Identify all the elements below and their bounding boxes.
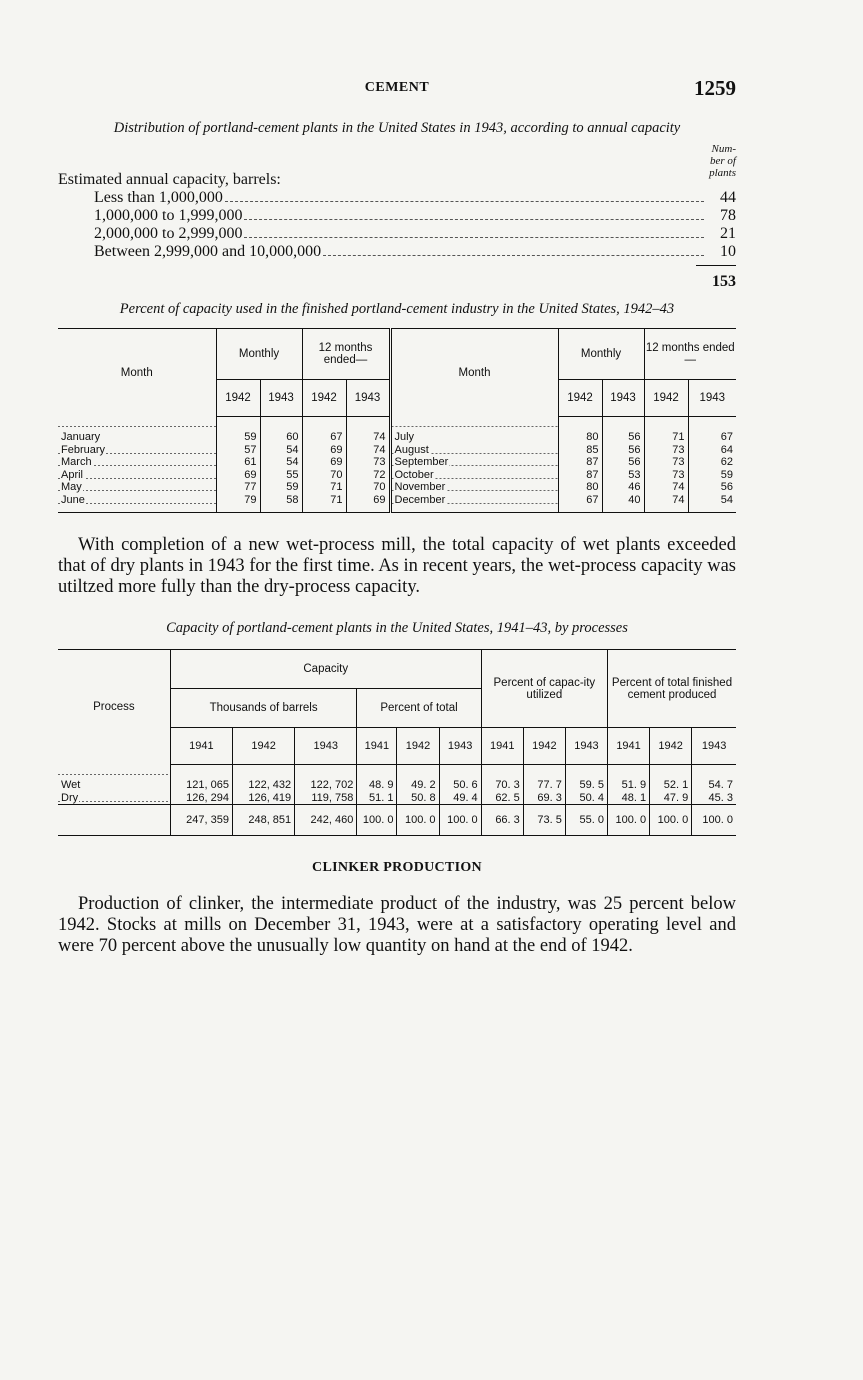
- total-row: [58, 805, 736, 836]
- total-cell: 247, 359: [170, 805, 232, 836]
- value-cell: 80: [558, 417, 602, 444]
- row-label: Between 2,999,000 and 10,000,000: [94, 243, 322, 260]
- value-cell: 70: [346, 481, 390, 494]
- value-cell: 49. 4: [439, 792, 481, 805]
- month-label: July: [394, 430, 415, 443]
- month-cell: [390, 481, 558, 494]
- value-cell: 122, 702: [295, 765, 357, 792]
- value-cell: 53: [602, 469, 644, 482]
- year-header: 1943: [688, 380, 736, 417]
- table-row: [58, 765, 736, 792]
- paragraph-clinker: Production of clinker, the intermediate product of the industry, was 25 percent below 1942. Stocks at mills on December 31, 1943, were at a satisfactory operating level and were 70 percent above the unusually low quantity on hand at the end of 1942.: [58, 894, 736, 956]
- value-cell: 73: [644, 456, 688, 469]
- year-header: 1941: [357, 728, 397, 765]
- value-cell: 74: [644, 494, 688, 513]
- pct-total-header: Percent of total: [357, 689, 481, 728]
- month-cell: [390, 469, 558, 482]
- month-header: Month: [58, 329, 216, 417]
- row-label: Less than 1,000,000: [94, 189, 223, 206]
- value-cell: 54. 7: [692, 765, 736, 792]
- year-header: 1941: [481, 728, 523, 765]
- value-cell: 51. 9: [608, 765, 650, 792]
- capacity-header: Capacity: [170, 650, 481, 689]
- value-cell: 46: [602, 481, 644, 494]
- leader-dots: [323, 255, 704, 256]
- process-cell: [58, 792, 170, 805]
- value-cell: 71: [302, 481, 346, 494]
- value-cell: 62. 5: [481, 792, 523, 805]
- value-cell: 71: [644, 417, 688, 444]
- value-cell: 50. 8: [397, 792, 439, 805]
- leader-dots: [244, 237, 704, 238]
- year-header: 1942: [302, 380, 346, 417]
- value-cell: 58: [260, 494, 302, 513]
- month-cell: [58, 469, 216, 482]
- month-header: Month: [390, 329, 558, 417]
- distribution-row: [94, 207, 736, 225]
- month-cell: [58, 456, 216, 469]
- total-cell: 248, 851: [233, 805, 295, 836]
- process-label: Dry: [61, 791, 79, 804]
- value-cell: 67: [688, 417, 736, 444]
- value-cell: 54: [260, 456, 302, 469]
- value-cell: 71: [302, 494, 346, 513]
- month-label: August: [394, 443, 429, 456]
- month-label: September: [394, 456, 449, 468]
- value-cell: 62: [688, 456, 736, 469]
- value-cell: 55: [260, 469, 302, 482]
- value-cell: 51. 1: [357, 792, 397, 805]
- year-header: 1942: [523, 728, 565, 765]
- total-cell: 100. 0: [650, 805, 692, 836]
- row-value: 44: [720, 189, 736, 206]
- value-cell: 54: [260, 444, 302, 457]
- leader-dots: [244, 219, 704, 220]
- pct-finished-header: Percent of total finished cement produced: [608, 650, 737, 728]
- processes-table: [58, 649, 736, 836]
- value-cell: 70: [302, 469, 346, 482]
- thousands-header: Thousands of barrels: [170, 689, 357, 728]
- value-cell: 126, 294: [170, 792, 232, 805]
- value-cell: 69: [346, 494, 390, 513]
- value-cell: 56: [688, 481, 736, 494]
- year-header: 1942: [558, 380, 602, 417]
- table-row: [58, 469, 736, 482]
- year-header: 1942: [216, 380, 260, 417]
- distribution-row: [94, 243, 736, 261]
- value-cell: 61: [216, 456, 260, 469]
- page: [58, 76, 736, 957]
- value-cell: 87: [558, 456, 602, 469]
- month-cell: [390, 444, 558, 457]
- value-cell: 121, 065: [170, 765, 232, 792]
- year-header: 1942: [397, 728, 439, 765]
- value-cell: 67: [558, 494, 602, 513]
- col-head-line: ber of: [710, 155, 736, 167]
- distribution-row: [94, 189, 736, 207]
- value-cell: 122, 432: [233, 765, 295, 792]
- value-cell: 73: [346, 456, 390, 469]
- process-header: Process: [58, 650, 170, 765]
- total-cell: 100. 0: [608, 805, 650, 836]
- year-header: 1943: [439, 728, 481, 765]
- distribution-list: [58, 143, 736, 293]
- value-cell: 74: [644, 481, 688, 494]
- total-cell: 55. 0: [565, 805, 607, 836]
- processes-title: Capacity of portland-cement plants in the United States, 1941–43, by processes: [166, 620, 628, 636]
- capacity-used-table: [58, 328, 736, 513]
- process-label: Wet: [61, 778, 81, 791]
- table-row: [58, 456, 736, 469]
- total-cell: 66. 3: [481, 805, 523, 836]
- distribution-title: Distribution of portland-cement plants in the United States in 1943, according to annual capacity: [113, 120, 681, 136]
- total-cell: 73. 5: [523, 805, 565, 836]
- running-head: CEMENT: [364, 80, 430, 95]
- distribution-column-head: [692, 143, 736, 179]
- value-cell: 59: [688, 469, 736, 482]
- year-header: 1941: [608, 728, 650, 765]
- value-cell: 70. 3: [481, 765, 523, 792]
- table-row: [58, 444, 736, 457]
- year-header: 1942: [233, 728, 295, 765]
- value-cell: 69: [302, 456, 346, 469]
- value-cell: 67: [302, 417, 346, 444]
- pct-utilized-header: Percent of capac-ity utilized: [481, 650, 607, 728]
- value-cell: 57: [216, 444, 260, 457]
- twelve-months-header: 12 months ended—: [644, 329, 736, 380]
- table-row: [58, 417, 736, 444]
- month-label: June: [61, 493, 85, 506]
- value-cell: 64: [688, 444, 736, 457]
- value-cell: 52. 1: [650, 765, 692, 792]
- month-cell: [390, 494, 558, 513]
- page-number: 1259: [694, 76, 736, 100]
- distribution-intro: Estimated annual capacity, barrels:: [58, 171, 281, 188]
- value-cell: 87: [558, 469, 602, 482]
- value-cell: 59: [260, 481, 302, 494]
- row-label: 1,000,000 to 1,999,000: [94, 207, 243, 224]
- value-cell: 74: [346, 417, 390, 444]
- value-cell: 48. 9: [357, 765, 397, 792]
- monthly-header: Monthly: [558, 329, 644, 380]
- value-cell: 119, 758: [295, 792, 357, 805]
- paragraph-wet-process: With completion of a new wet-process mill, the total capacity of wet plants exceeded that of dry plants in 1943 for the first time. As in recent years, the wet-process capacity was utiltzed more fully than the dry-process capacity.: [58, 535, 736, 597]
- value-cell: 69. 3: [523, 792, 565, 805]
- month-label: February: [61, 443, 106, 456]
- month-label: January: [61, 430, 101, 443]
- year-header: 1943: [602, 380, 644, 417]
- twelve-months-header: 12 months ended—: [302, 329, 390, 380]
- leader-dots: [225, 201, 704, 202]
- total-rule: [696, 265, 736, 266]
- month-cell: [58, 494, 216, 513]
- capacity-used-title: Percent of capacity used in the finished portland-cement industry in the United States, 1942–43: [119, 301, 675, 317]
- section-heading: CLINKER PRODUCTION: [312, 860, 482, 875]
- distribution-row: [94, 225, 736, 243]
- value-cell: 50. 6: [439, 765, 481, 792]
- value-cell: 40: [602, 494, 644, 513]
- value-cell: 56: [602, 456, 644, 469]
- col-head-line: plants: [709, 167, 736, 179]
- value-cell: 77: [216, 481, 260, 494]
- value-cell: 50. 4: [565, 792, 607, 805]
- month-label: November: [394, 481, 446, 493]
- value-cell: 73: [644, 469, 688, 482]
- monthly-header: Monthly: [216, 329, 302, 380]
- total-cell: 100. 0: [692, 805, 736, 836]
- month-label: May: [61, 481, 82, 493]
- value-cell: 60: [260, 417, 302, 444]
- row-label: 2,000,000 to 2,999,000: [94, 225, 243, 242]
- process-cell: [58, 765, 170, 792]
- year-header: 1943: [346, 380, 390, 417]
- value-cell: 69: [216, 469, 260, 482]
- total-cell: 100. 0: [357, 805, 397, 836]
- distribution-total: 153: [712, 273, 736, 290]
- value-cell: 69: [302, 444, 346, 457]
- value-cell: 74: [346, 444, 390, 457]
- total-cell: 242, 460: [295, 805, 357, 836]
- value-cell: 56: [602, 417, 644, 444]
- capacity-used-body: [58, 417, 736, 513]
- total-cell: 100. 0: [439, 805, 481, 836]
- value-cell: 80: [558, 481, 602, 494]
- month-cell: [390, 417, 558, 444]
- page-header: [58, 76, 736, 104]
- row-value: 21: [720, 225, 736, 242]
- table-row: [58, 494, 736, 513]
- month-label: April: [61, 468, 84, 481]
- value-cell: 49. 2: [397, 765, 439, 792]
- row-value: 78: [720, 207, 736, 224]
- year-header: 1943: [565, 728, 607, 765]
- processes-body: [58, 765, 736, 836]
- month-cell: [390, 456, 558, 469]
- month-cell: [58, 417, 216, 444]
- value-cell: 79: [216, 494, 260, 513]
- value-cell: 56: [602, 444, 644, 457]
- year-header: 1943: [295, 728, 357, 765]
- value-cell: 72: [346, 469, 390, 482]
- month-label: December: [394, 493, 446, 506]
- value-cell: 48. 1: [608, 792, 650, 805]
- col-head-line: Num-: [711, 143, 736, 155]
- value-cell: 85: [558, 444, 602, 457]
- month-label: October: [394, 468, 434, 481]
- year-header: 1943: [692, 728, 736, 765]
- table-row: [58, 792, 736, 805]
- value-cell: 59. 5: [565, 765, 607, 792]
- value-cell: 77. 7: [523, 765, 565, 792]
- value-cell: 73: [644, 444, 688, 457]
- total-cell: 100. 0: [397, 805, 439, 836]
- value-cell: 45. 3: [692, 792, 736, 805]
- year-header: 1943: [260, 380, 302, 417]
- row-value: 10: [720, 243, 736, 260]
- year-header: 1942: [650, 728, 692, 765]
- value-cell: 54: [688, 494, 736, 513]
- value-cell: 59: [216, 417, 260, 444]
- value-cell: 126, 419: [233, 792, 295, 805]
- year-header: 1941: [170, 728, 232, 765]
- value-cell: 47. 9: [650, 792, 692, 805]
- month-label: March: [61, 456, 92, 468]
- year-header: 1942: [644, 380, 688, 417]
- month-cell: [58, 444, 216, 457]
- total-label-cell: [58, 805, 170, 836]
- month-cell: [58, 481, 216, 494]
- table-row: [58, 481, 736, 494]
